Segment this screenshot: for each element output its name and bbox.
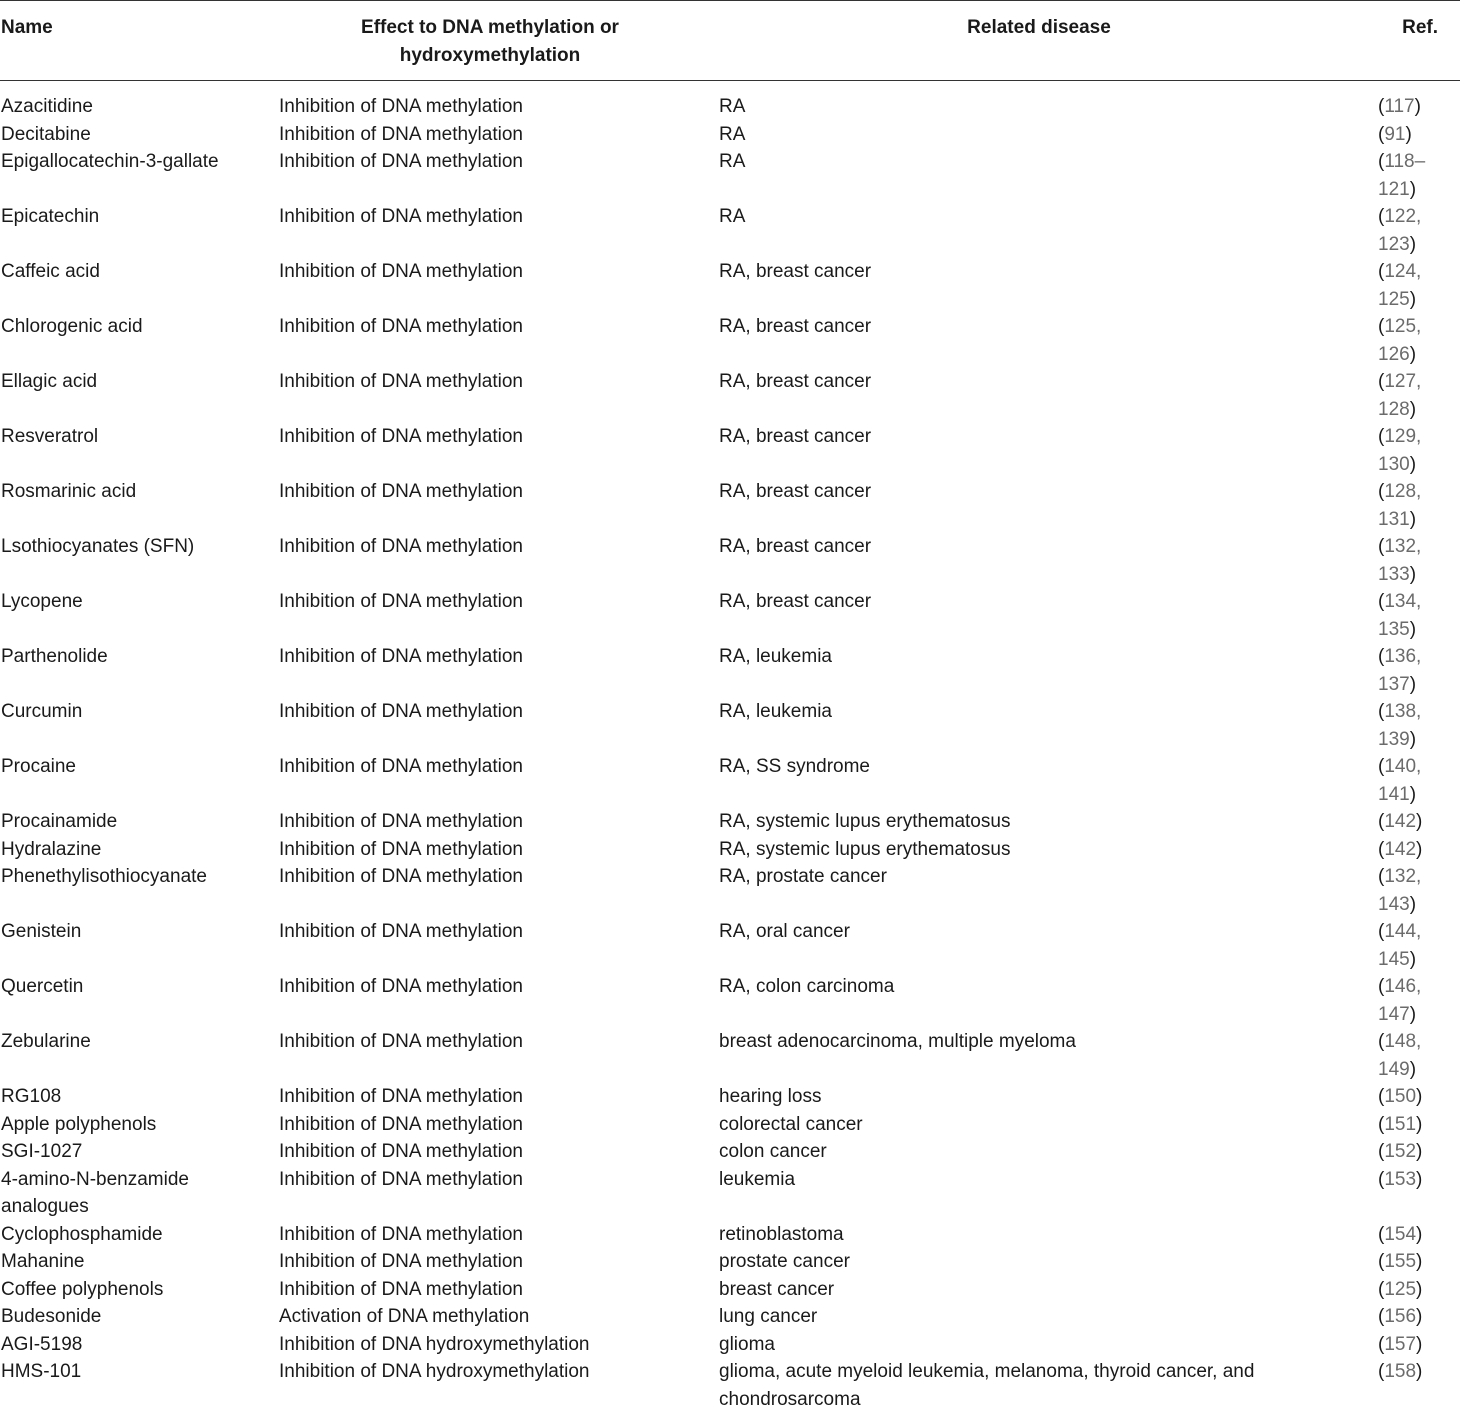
column-header-ref: Ref. [1369, 1, 1460, 81]
cell-ref [1369, 973, 1460, 1028]
ref-citation[interactable]: (124, 125) [1369, 258, 1442, 313]
cell-effect: Inhibition of DNA methylation [279, 643, 719, 698]
ref-number[interactable]: 129, [1384, 426, 1421, 447]
cell-name: Resveratrol [0, 423, 279, 478]
ref-number[interactable]: 144, [1384, 921, 1421, 942]
table-row [0, 1111, 1460, 1139]
table-row [0, 643, 1460, 698]
cell-ref [1369, 808, 1460, 836]
cell-ref [1369, 1138, 1460, 1166]
table-row [0, 368, 1460, 423]
cell-name: Azacitidine [0, 81, 279, 121]
ref-citation[interactable]: (144, 145) [1369, 918, 1442, 973]
ref-citation[interactable]: (134, 135) [1369, 588, 1442, 643]
ref-citation[interactable]: (152) [1369, 1138, 1442, 1166]
cell-name: Quercetin [0, 973, 279, 1028]
table-row [0, 753, 1460, 808]
cell-disease: RA, breast cancer [719, 313, 1369, 368]
cell-name: Lsothiocyanates (SFN) [0, 533, 279, 588]
table-row [0, 423, 1460, 478]
cell-name: Rosmarinic acid [0, 478, 279, 533]
cell-disease: RA, SS syndrome [719, 753, 1369, 808]
table-row [0, 1028, 1460, 1083]
cell-ref [1369, 1358, 1460, 1413]
cell-ref [1369, 836, 1460, 864]
cell-disease: RA, breast cancer [719, 588, 1369, 643]
cell-ref [1369, 1028, 1460, 1083]
ref-number[interactable]: 132, [1384, 866, 1421, 887]
cell-disease: RA, colon carcinoma [719, 973, 1369, 1028]
ref-number[interactable]: 157 [1384, 1334, 1416, 1355]
cell-effect: Inhibition of DNA methylation [279, 478, 719, 533]
cell-ref [1369, 1276, 1460, 1304]
cell-disease: RA [719, 121, 1369, 149]
cell-ref [1369, 1303, 1460, 1331]
cell-ref [1369, 1111, 1460, 1139]
ref-number[interactable]: 121 [1378, 179, 1410, 200]
cell-ref [1369, 698, 1460, 753]
cell-name: Caffeic acid [0, 258, 279, 313]
cell-ref [1369, 863, 1460, 918]
ref-number[interactable]: 126 [1378, 344, 1410, 365]
cell-ref [1369, 258, 1460, 313]
cell-name: Genistein [0, 918, 279, 973]
table-row [0, 918, 1460, 973]
table-row [0, 863, 1460, 918]
cell-ref [1369, 533, 1460, 588]
cell-ref [1369, 148, 1460, 203]
cell-name: RG108 [0, 1083, 279, 1111]
ref-number[interactable]: 135 [1378, 619, 1410, 640]
cell-effect: Inhibition of DNA methylation [279, 533, 719, 588]
ref-citation[interactable]: (132, 133) [1369, 533, 1442, 588]
cell-disease: RA, systemic lupus erythematosus [719, 836, 1369, 864]
cell-ref [1369, 368, 1460, 423]
cell-name: Decitabine [0, 121, 279, 149]
cell-effect: Inhibition of DNA methylation [279, 1276, 719, 1304]
ref-number[interactable]: 127, [1384, 371, 1421, 392]
cell-name: 4-amino-N-benzamide analogues [0, 1166, 279, 1221]
column-header-disease: Related disease [719, 1, 1369, 81]
cell-disease: breast cancer [719, 1276, 1369, 1304]
table-row [0, 1331, 1460, 1359]
table-header [0, 1, 1460, 81]
cell-name: Zebularine [0, 1028, 279, 1083]
cell-effect: Inhibition of DNA methylation [279, 1248, 719, 1276]
cell-name: Procainamide [0, 808, 279, 836]
ref-number[interactable]: 136, [1384, 646, 1421, 667]
cell-disease: RA, breast cancer [719, 423, 1369, 478]
cell-effect: Inhibition of DNA methylation [279, 423, 719, 478]
cell-name: HMS-101 [0, 1358, 279, 1413]
cell-ref [1369, 121, 1460, 149]
ref-number[interactable]: 153 [1384, 1169, 1416, 1190]
cell-ref [1369, 1248, 1460, 1276]
cell-name: Budesonide [0, 1303, 279, 1331]
cell-disease: RA, breast cancer [719, 478, 1369, 533]
ref-number[interactable]: 142 [1384, 839, 1416, 860]
ref-citation[interactable]: (128, 131) [1369, 478, 1442, 533]
cell-effect: Inhibition of DNA methylation [279, 1221, 719, 1249]
ref-citation[interactable]: (155) [1369, 1248, 1442, 1276]
ref-citation[interactable]: (148, 149) [1369, 1028, 1442, 1083]
cell-name: Epigallocatechin-3-gallate [0, 148, 279, 203]
ref-number[interactable]: 133 [1378, 564, 1410, 585]
cell-disease: RA, breast cancer [719, 258, 1369, 313]
cell-effect: Inhibition of DNA methylation [279, 1028, 719, 1083]
cell-effect: Inhibition of DNA methylation [279, 1138, 719, 1166]
cell-ref [1369, 1331, 1460, 1359]
table-row [0, 698, 1460, 753]
table-row [0, 533, 1460, 588]
cell-ref [1369, 313, 1460, 368]
cell-effect: Inhibition of DNA methylation [279, 863, 719, 918]
ref-number[interactable]: 138, [1384, 701, 1421, 722]
cell-disease: RA [719, 81, 1369, 121]
ref-number[interactable]: 154 [1384, 1224, 1416, 1245]
cell-disease: RA, prostate cancer [719, 863, 1369, 918]
cell-effect: Inhibition of DNA methylation [279, 753, 719, 808]
cell-name: Hydralazine [0, 836, 279, 864]
cell-effect: Inhibition of DNA methylation [279, 368, 719, 423]
cell-name: Ellagic acid [0, 368, 279, 423]
cell-name: Procaine [0, 753, 279, 808]
cell-name: Mahanine [0, 1248, 279, 1276]
column-header-effect [279, 1, 719, 81]
ref-citation[interactable]: (117) [1369, 93, 1442, 121]
cell-ref [1369, 203, 1460, 258]
cell-effect: Activation of DNA methylation [279, 1303, 719, 1331]
cell-disease: colon cancer [719, 1138, 1369, 1166]
cell-name: Coffee polyphenols [0, 1276, 279, 1304]
cell-name: Curcumin [0, 698, 279, 753]
cell-ref [1369, 1221, 1460, 1249]
cell-effect: Inhibition of DNA hydroxymethylation [279, 1331, 719, 1359]
ref-citation[interactable]: (154) [1369, 1221, 1442, 1249]
ref-number[interactable]: 123 [1378, 234, 1410, 255]
ref-number[interactable]: 158 [1384, 1361, 1416, 1382]
ref-citation[interactable]: (140, 141) [1369, 753, 1442, 808]
cell-effect: Inhibition of DNA methylation [279, 808, 719, 836]
ref-number[interactable]: 122, [1384, 206, 1421, 227]
column-header-effect-line2: hydroxymethylation [400, 45, 581, 66]
cell-effect: Inhibition of DNA methylation [279, 203, 719, 258]
ref-citation[interactable]: (138, 139) [1369, 698, 1442, 753]
ref-number[interactable]: 125, [1384, 316, 1421, 337]
cell-disease: RA [719, 148, 1369, 203]
table-row [0, 1303, 1460, 1331]
table-row [0, 588, 1460, 643]
ref-number[interactable]: 137 [1378, 674, 1410, 695]
ref-number[interactable]: 143 [1378, 894, 1410, 915]
ref-number[interactable]: 125 [1384, 1279, 1416, 1300]
ref-citation[interactable]: (157) [1369, 1331, 1442, 1359]
table-row [0, 1166, 1460, 1221]
cell-disease: glioma, acute myeloid leukemia, melanoma, thyroid cancer, and chondrosarcoma [719, 1358, 1369, 1413]
cell-disease: RA, breast cancer [719, 533, 1369, 588]
cell-disease: RA, oral cancer [719, 918, 1369, 973]
cell-effect: Inhibition of DNA methylation [279, 313, 719, 368]
ref-citation[interactable]: (118– 121) [1369, 148, 1442, 203]
cell-disease: breast adenocarcinoma, multiple myeloma [719, 1028, 1369, 1083]
cell-disease: RA [719, 203, 1369, 258]
ref-citation[interactable]: (158) [1369, 1358, 1442, 1386]
cell-ref [1369, 423, 1460, 478]
cell-ref [1369, 753, 1460, 808]
ref-number[interactable]: 147 [1378, 1004, 1410, 1025]
ref-citation[interactable]: (136, 137) [1369, 643, 1442, 698]
cell-effect: Inhibition of DNA methylation [279, 1166, 719, 1221]
table-row [0, 1083, 1460, 1111]
ref-number[interactable]: 150 [1384, 1086, 1416, 1107]
ref-number[interactable]: 145 [1378, 949, 1410, 970]
cell-disease: hearing loss [719, 1083, 1369, 1111]
cell-ref [1369, 478, 1460, 533]
ref-number[interactable]: 128, [1384, 481, 1421, 502]
cell-name: Chlorogenic acid [0, 313, 279, 368]
cell-disease: colorectal cancer [719, 1111, 1369, 1139]
cell-disease: leukemia [719, 1166, 1369, 1221]
table-body [0, 81, 1460, 1413]
column-header-name: Name [0, 1, 279, 81]
ref-number[interactable]: 142 [1384, 811, 1416, 832]
table-row [0, 808, 1460, 836]
ref-citation[interactable]: (142) [1369, 836, 1442, 864]
ref-number[interactable]: 134, [1384, 591, 1421, 612]
ref-number[interactable]: 155 [1384, 1251, 1416, 1272]
cell-ref [1369, 588, 1460, 643]
ref-number[interactable]: 132, [1384, 536, 1421, 557]
ref-citation[interactable]: (122, 123) [1369, 203, 1442, 258]
cell-disease: RA, breast cancer [719, 368, 1369, 423]
table-row [0, 1276, 1460, 1304]
table-row [0, 1248, 1460, 1276]
ref-number[interactable]: 131 [1378, 509, 1410, 530]
table-row [0, 836, 1460, 864]
cell-effect: Inhibition of DNA hydroxymethylation [279, 1358, 719, 1413]
cell-disease: glioma [719, 1331, 1369, 1359]
cell-disease: retinoblastoma [719, 1221, 1369, 1249]
ref-number[interactable]: 139 [1378, 729, 1410, 750]
cell-effect: Inhibition of DNA methylation [279, 588, 719, 643]
ref-number[interactable]: 146, [1384, 976, 1421, 997]
ref-number[interactable]: 117 [1384, 96, 1414, 117]
ref-number[interactable]: 141 [1378, 784, 1410, 805]
cell-name: Cyclophosphamide [0, 1221, 279, 1249]
column-header-effect-line1: Effect to DNA methylation or [361, 17, 619, 38]
cell-ref [1369, 1083, 1460, 1111]
ref-number[interactable]: 152 [1384, 1141, 1416, 1162]
table-row [0, 478, 1460, 533]
cell-effect: Inhibition of DNA methylation [279, 148, 719, 203]
ref-citation[interactable]: (153) [1369, 1166, 1442, 1194]
ref-number[interactable]: 151 [1384, 1114, 1416, 1135]
ref-citation[interactable]: (146, 147) [1369, 973, 1442, 1028]
ref-number[interactable]: 91 [1384, 124, 1405, 145]
cell-effect: Inhibition of DNA methylation [279, 918, 719, 973]
table-row [0, 81, 1460, 121]
ref-citation[interactable]: (132, 143) [1369, 863, 1442, 918]
cell-ref [1369, 643, 1460, 698]
cell-effect: Inhibition of DNA methylation [279, 1083, 719, 1111]
cell-name: SGI-1027 [0, 1138, 279, 1166]
ref-number[interactable]: 124, [1384, 261, 1421, 282]
cell-effect: Inhibition of DNA methylation [279, 1111, 719, 1139]
ref-number[interactable]: 128 [1378, 399, 1410, 420]
ref-citation[interactable]: (125) [1369, 1276, 1442, 1304]
ref-number[interactable]: 156 [1384, 1306, 1416, 1327]
ref-number[interactable]: 125 [1378, 289, 1410, 310]
ref-citation[interactable]: (129, 130) [1369, 423, 1442, 478]
cell-effect: Inhibition of DNA methylation [279, 698, 719, 753]
cell-effect: Inhibition of DNA methylation [279, 836, 719, 864]
cell-effect: Inhibition of DNA methylation [279, 973, 719, 1028]
table-row [0, 203, 1460, 258]
cell-name: Parthenolide [0, 643, 279, 698]
cell-name: Phenethylisothiocyanate [0, 863, 279, 918]
table-row [0, 121, 1460, 149]
cell-effect: Inhibition of DNA methylation [279, 258, 719, 313]
table-row [0, 1358, 1460, 1413]
table-row [0, 313, 1460, 368]
cell-effect: Inhibition of DNA methylation [279, 121, 719, 149]
ref-number[interactable]: 148, [1384, 1031, 1421, 1052]
ref-citation[interactable]: (127, 128) [1369, 368, 1442, 423]
cell-name: Lycopene [0, 588, 279, 643]
cell-effect: Inhibition of DNA methylation [279, 81, 719, 121]
table-row [0, 1138, 1460, 1166]
ref-citation[interactable]: (156) [1369, 1303, 1442, 1331]
ref-number[interactable]: 149 [1378, 1059, 1410, 1080]
cell-ref [1369, 918, 1460, 973]
cell-disease: RA, leukemia [719, 698, 1369, 753]
ref-number[interactable]: 118– [1384, 151, 1425, 172]
cell-disease: RA, systemic lupus erythematosus [719, 808, 1369, 836]
table-row [0, 258, 1460, 313]
header-row [0, 1, 1460, 81]
cell-name: AGI-5198 [0, 1331, 279, 1359]
table-row [0, 1221, 1460, 1249]
cell-name: Apple polyphenols [0, 1111, 279, 1139]
cell-ref [1369, 81, 1460, 121]
cell-name: Epicatechin [0, 203, 279, 258]
ref-number[interactable]: 140, [1384, 756, 1421, 777]
ref-number[interactable]: 130 [1378, 454, 1410, 475]
cell-ref [1369, 1166, 1460, 1221]
ref-citation[interactable]: (150) [1369, 1083, 1442, 1111]
table-row [0, 973, 1460, 1028]
table-row [0, 148, 1460, 203]
ref-citation[interactable]: (91) [1369, 121, 1442, 149]
cell-disease: prostate cancer [719, 1248, 1369, 1276]
ref-citation[interactable]: (151) [1369, 1111, 1442, 1139]
ref-citation[interactable]: (125, 126) [1369, 313, 1442, 368]
cell-disease: RA, leukemia [719, 643, 1369, 698]
cell-disease: lung cancer [719, 1303, 1369, 1331]
ref-citation[interactable]: (142) [1369, 808, 1442, 836]
